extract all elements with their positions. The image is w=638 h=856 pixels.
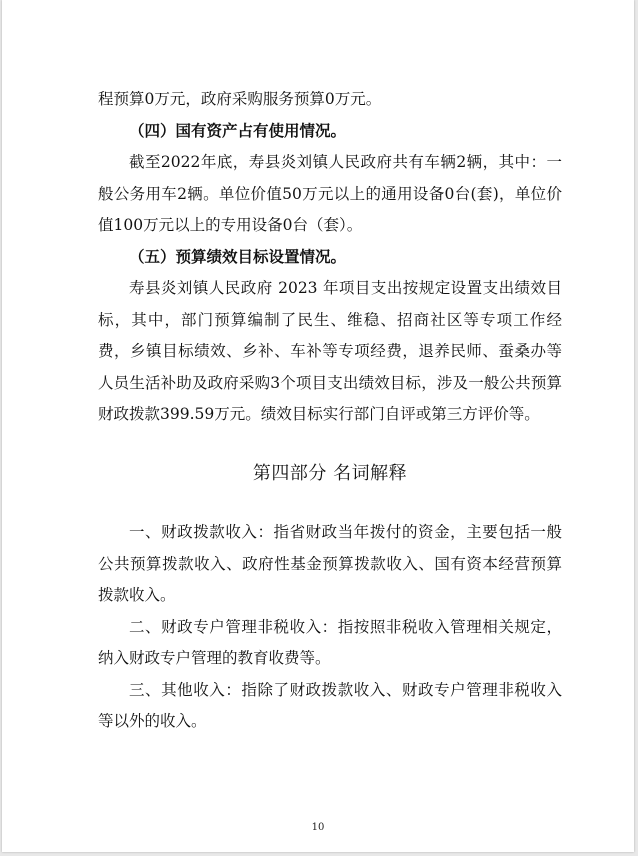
paragraph-budget-continuation: 程预算0万元，政府采购服务预算0万元。 <box>98 90 382 108</box>
paragraph-state-assets: 截至2022年底，寿县炎刘镇人民政府共有车辆2辆，其中：一般公务用车2辆。单位价值50万元以上的通用设备0台(套)，单位价值100万元以上的专用设备0台（套）。 <box>98 153 562 234</box>
subheading-performance-goals: （五）预算绩效目标设置情况。 <box>129 247 347 266</box>
page-content <box>98 84 562 738</box>
paragraph-performance-goals: 寿县炎刘镇人民政府 2023 年项目支出按规定设置支出绩效目标，其中，部门预算编制了民生、维稳、招商社区等专项工作经费，乡镇目标绩效、乡补、车补等专项经费，退养民师、蚕桑办等人员生活补助及政府采购3个项目支出绩效目标，涉及一般公共预算财政拨款399.59万元。绩效目标实行部门自评或第三方评价等。 <box>98 279 562 423</box>
subheading-state-assets: （四）国有资产占有使用情况。 <box>129 121 347 140</box>
section-title: 第四部分 名词解释 <box>252 462 408 484</box>
definition-other-income: 三、其他收入：指除了财政拨款收入、财政专户管理非税收入等以外的收入。 <box>98 680 562 730</box>
page-number: 10 <box>311 822 325 833</box>
document-page <box>2 0 634 852</box>
definition-fiscal-appropriation: 一、财政拨款收入：指省财政当年拨付的资金，主要包括一般公共预算拨款收入、政府性基金预算拨款收入、国有资本经营预算拨款收入。 <box>98 523 562 604</box>
definition-non-tax-revenue: 二、财政专户管理非税收入：指按照非税收入管理相关规定，纳入财政专户管理的教育收费等。 <box>98 617 562 667</box>
